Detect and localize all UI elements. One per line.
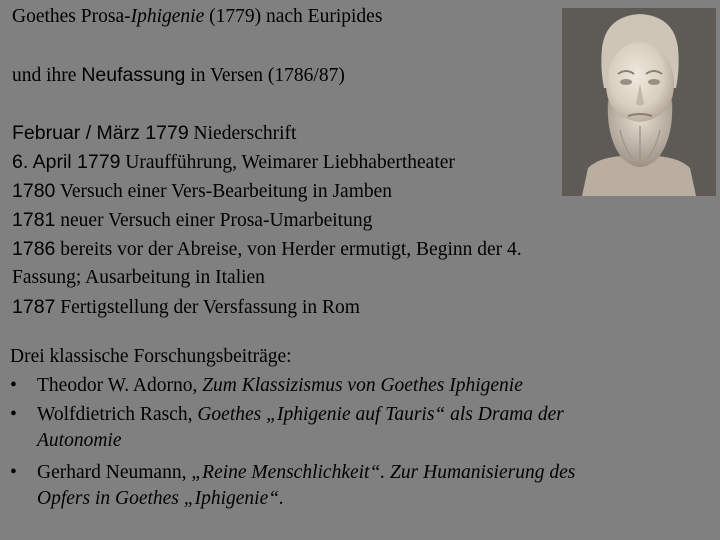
title2-c: in Versen (1786/87): [185, 65, 345, 86]
timeline-text: Uraufführung, Weimarer Liebhabertheater: [120, 152, 455, 173]
research-heading: Drei klassische Forschungsbeiträge:: [10, 346, 292, 367]
timeline-item: [12, 178, 392, 205]
title2-a: und ihre: [12, 65, 82, 86]
bullet-icon: •: [10, 375, 17, 396]
bullet-icon: •: [10, 404, 17, 425]
timeline-text: Niederschrift: [188, 123, 297, 144]
bust-left-eye: [620, 79, 632, 85]
timeline-text: neuer Versuch einer Prosa-Umarbeitung: [55, 210, 373, 231]
research-title: „Reine Menschlichkeit“. Zur Humanisierung des: [191, 462, 576, 483]
timeline-date: 1780: [12, 180, 56, 202]
timeline-date: 1787: [12, 296, 56, 318]
title2-b: Neufassung: [81, 64, 186, 86]
timeline-item: [12, 120, 296, 147]
slide-title-line-2: [12, 62, 345, 89]
research-item-text: [37, 373, 523, 399]
timeline-date: Februar / März 1779: [12, 122, 189, 144]
slide-title-line-1: [12, 4, 382, 30]
research-title-cont: Opfers in Goethes „Iphigenie“.: [37, 488, 284, 509]
timeline-text: bereits vor der Abreise, von Herder ermutigt, Beginn der 4.: [55, 239, 522, 260]
research-item-text: [37, 402, 564, 454]
timeline-text: Fertigstellung der Versfassung in Rom: [55, 297, 360, 318]
research-title: Goethes „Iphigenie auf Tauris“ als Drama der: [197, 404, 564, 425]
timeline-date: 6. April 1779: [12, 151, 121, 173]
timeline-item: [12, 207, 372, 234]
timeline-item: [12, 294, 360, 321]
title-prefix: Goethes Prosa-: [12, 6, 131, 27]
timeline-date: 1781: [12, 209, 56, 231]
research-title-cont: Autonomie: [37, 430, 122, 451]
timeline-item-continuation: Fassung; Ausarbeitung in Italien: [12, 267, 265, 288]
timeline-item: [12, 236, 522, 263]
research-title: Zum Klassizismus von Goethes Iphigenie: [202, 375, 523, 396]
bust-right-eye: [648, 79, 660, 85]
timeline-date: 1786: [12, 238, 56, 260]
research-author: Gerhard Neumann,: [37, 462, 192, 483]
research-author: Theodor W. Adorno,: [37, 375, 203, 396]
research-author: Wolfdietrich Rasch,: [37, 404, 198, 425]
euripides-bust-icon: [562, 8, 716, 196]
research-item-text: [37, 460, 575, 512]
title-suffix: (1779) nach Euripides: [204, 6, 383, 27]
bullet-icon: •: [10, 462, 17, 483]
timeline-text: Versuch einer Vers-Bearbeitung in Jamben: [55, 181, 393, 202]
title-italic: Iphigenie: [130, 6, 205, 27]
timeline-item: [12, 149, 455, 176]
